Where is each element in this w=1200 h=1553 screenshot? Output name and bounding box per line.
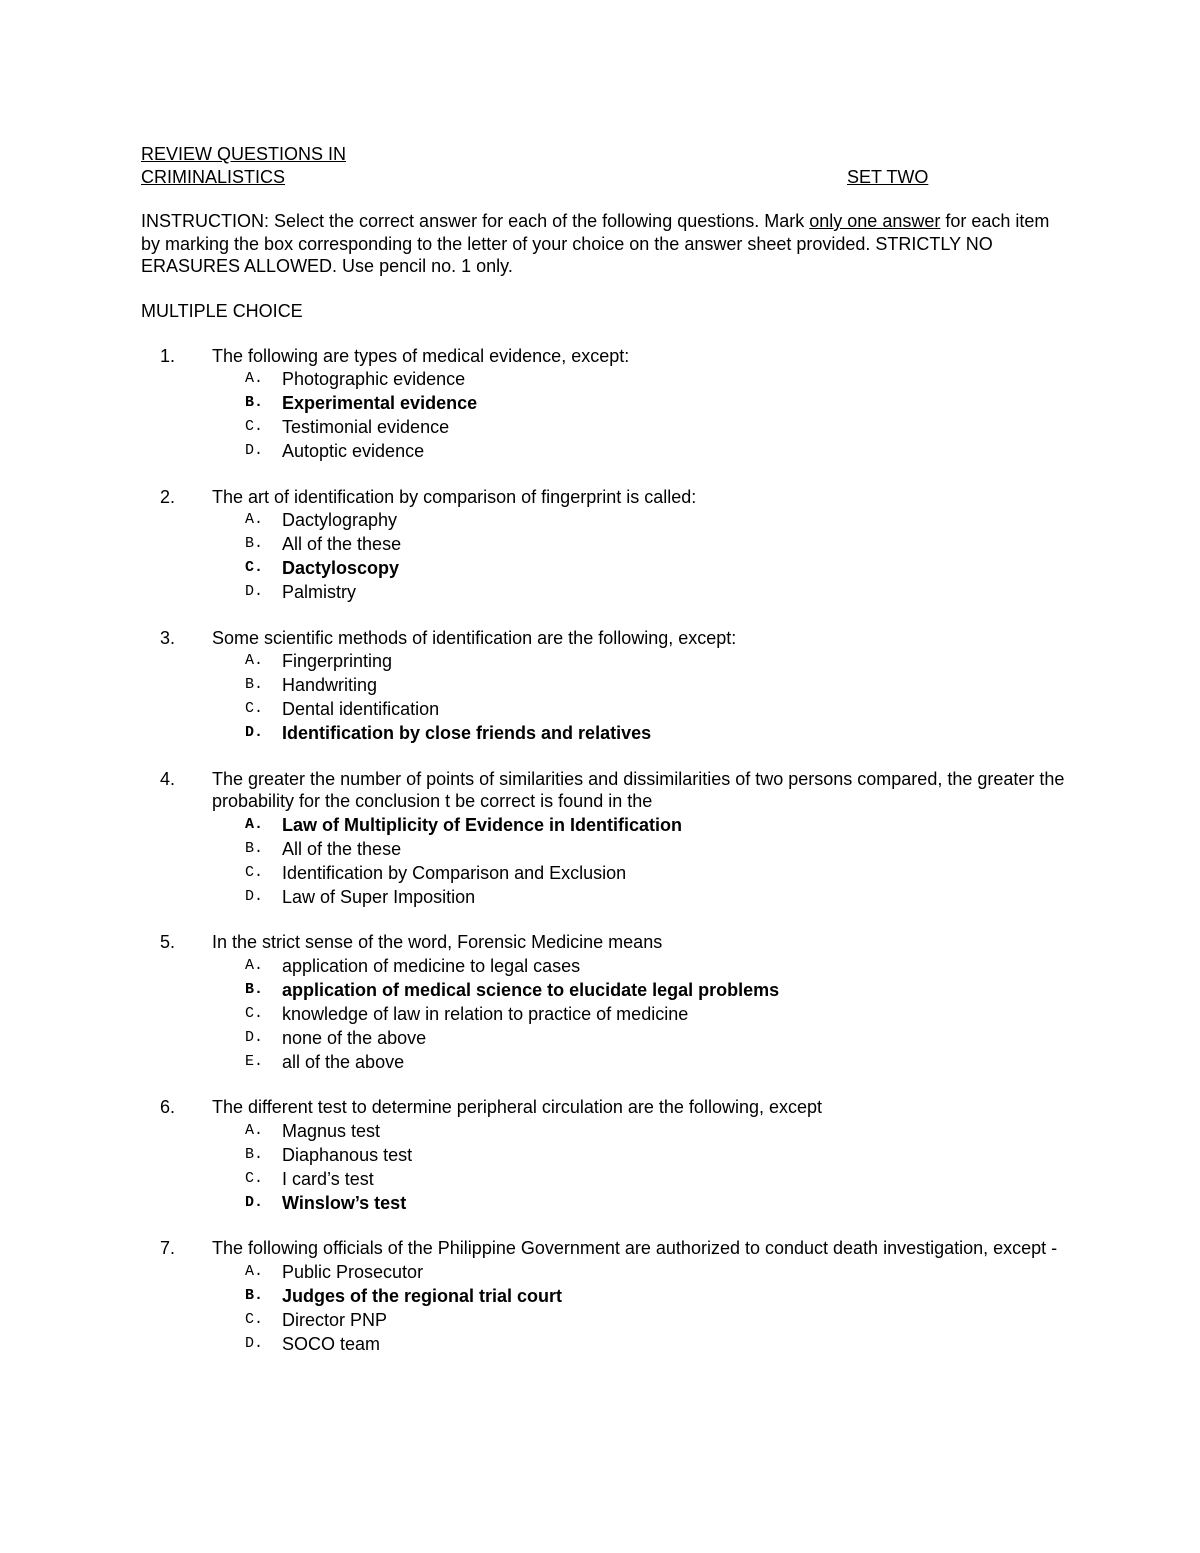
choice-text: Dactylography bbox=[282, 510, 398, 530]
choice-letter: C. bbox=[245, 559, 264, 576]
choice-text: Experimental evidence bbox=[282, 393, 478, 413]
choice-text: Identification by close friends and relatives bbox=[282, 723, 652, 743]
choice-text: Law of Multiplicity of Evidence in Identification bbox=[282, 814, 683, 835]
choice-text: Law of Super Imposition bbox=[282, 886, 476, 907]
choice-letter: D. bbox=[245, 1334, 264, 1352]
question-number: 4. bbox=[160, 768, 176, 789]
question-stem: The art of identification by comparison of fingerprint is called: bbox=[212, 486, 697, 507]
choice-text: application of medical science to elucidate legal problems bbox=[282, 979, 780, 1000]
choice-letter: A. bbox=[245, 1262, 264, 1280]
choice-letter: B. bbox=[245, 676, 264, 693]
choice-item bbox=[141, 1260, 1081, 1284]
choice-text: Autoptic evidence bbox=[282, 441, 425, 461]
choice-letter: E. bbox=[245, 1052, 264, 1070]
choice-item bbox=[141, 1332, 1081, 1356]
question-stem: The following officials of the Philippine Government are authorized to conduct death investigation, except - bbox=[212, 1238, 1058, 1258]
choice-item bbox=[141, 649, 1081, 673]
question-number: 5. bbox=[160, 932, 176, 952]
choice-item-correct bbox=[141, 1191, 1081, 1215]
choice-item-correct bbox=[141, 978, 1081, 1002]
choice-item bbox=[141, 861, 1081, 885]
choice-item bbox=[141, 439, 1081, 463]
choice-letter: D. bbox=[245, 1028, 264, 1046]
instruction-paragraph bbox=[141, 210, 1066, 278]
choice-text: Identification by Comparison and Exclusion bbox=[282, 862, 627, 883]
choice-text: Testimonial evidence bbox=[282, 417, 450, 437]
instruction-text-start: INSTRUCTION: Select the correct answer for each of the following questions. Mark bbox=[141, 211, 810, 231]
choice-letter: C. bbox=[245, 1004, 264, 1022]
choice-item bbox=[141, 415, 1081, 439]
choice-item bbox=[141, 673, 1081, 697]
question-stem: The greater the number of points of similarities and dissimilarities of two persons compared, the greater the probability for the conclusion t be correct is found in the bbox=[212, 768, 1065, 811]
choice-text: Director PNP bbox=[282, 1309, 388, 1330]
choice-letter: D. bbox=[245, 724, 264, 741]
choice-text: Photographic evidence bbox=[282, 369, 466, 389]
choice-text: Judges of the regional trial court bbox=[282, 1285, 563, 1306]
question-stem: The following are types of medical evidence, except: bbox=[212, 345, 630, 366]
choice-text: application of medicine to legal cases bbox=[282, 955, 581, 976]
choice-item bbox=[141, 885, 1081, 909]
choice-item bbox=[141, 580, 1081, 604]
choice-item-correct bbox=[141, 721, 1081, 745]
choice-letter: C. bbox=[245, 1169, 264, 1187]
choice-text: knowledge of law in relation to practice of medicine bbox=[282, 1003, 689, 1024]
choice-letter: A. bbox=[245, 652, 264, 669]
question-1 bbox=[141, 345, 1081, 464]
question-number: 3. bbox=[160, 627, 176, 648]
instruction-underlined-text: only one answer bbox=[809, 211, 941, 231]
choice-letter: A. bbox=[245, 815, 264, 833]
choice-item bbox=[141, 1308, 1081, 1332]
choice-letter: A. bbox=[245, 956, 264, 974]
choice-text: Diaphanous test bbox=[282, 1144, 413, 1165]
choice-letter: A. bbox=[245, 370, 264, 387]
question-number: 2. bbox=[160, 486, 176, 507]
choice-item bbox=[141, 1050, 1081, 1074]
question-number: 7. bbox=[160, 1238, 176, 1258]
choice-item bbox=[141, 1026, 1081, 1050]
choice-item bbox=[141, 697, 1081, 721]
choice-item bbox=[141, 1167, 1081, 1191]
choice-text: Handwriting bbox=[282, 675, 378, 695]
choice-letter: C. bbox=[245, 1310, 264, 1328]
choice-letter: D. bbox=[245, 1193, 264, 1211]
question-4 bbox=[141, 768, 1081, 909]
choice-letter: B. bbox=[245, 394, 264, 411]
question-3 bbox=[141, 627, 1081, 746]
choice-letter: C. bbox=[245, 700, 264, 717]
question-5 bbox=[141, 931, 1081, 1074]
choice-letter: B. bbox=[245, 1145, 264, 1163]
choice-item bbox=[141, 532, 1081, 556]
choice-item-correct bbox=[141, 391, 1081, 415]
choice-letter: D. bbox=[245, 887, 264, 905]
choice-text: all of the above bbox=[282, 1051, 405, 1072]
choice-item bbox=[141, 508, 1081, 532]
document-page bbox=[141, 143, 1081, 1378]
choice-item-correct bbox=[141, 813, 1081, 837]
question-stem: The different test to determine peripheral circulation are the following, except bbox=[212, 1097, 823, 1117]
question-7 bbox=[141, 1237, 1081, 1356]
question-stem: Some scientific methods of identification are the following, except: bbox=[212, 627, 737, 648]
choice-letter: D. bbox=[245, 442, 264, 459]
choice-item bbox=[141, 954, 1081, 978]
choice-letter: B. bbox=[245, 1286, 264, 1304]
choice-letter: B. bbox=[245, 535, 264, 552]
choice-letter: A. bbox=[245, 511, 264, 528]
choice-letter: C. bbox=[245, 863, 264, 881]
question-number: 1. bbox=[160, 345, 176, 366]
choice-text: SOCO team bbox=[282, 1333, 381, 1354]
choice-text: Winslow’s test bbox=[282, 1192, 407, 1213]
choice-item bbox=[141, 367, 1081, 391]
choice-text: All of the these bbox=[282, 534, 402, 554]
title-row bbox=[141, 166, 1081, 189]
choice-item bbox=[141, 1119, 1081, 1143]
question-6 bbox=[141, 1096, 1081, 1215]
choice-letter: B. bbox=[245, 980, 264, 998]
set-label: SET TWO bbox=[847, 166, 929, 187]
instruction-text-end: for each item by marking the box corresponding to the letter of your choice on the answer sheet provided. STRICTLY NO ERASURES ALLOWED. Use pencil no. 1 only. bbox=[141, 211, 1050, 276]
choice-text: Palmistry bbox=[282, 582, 357, 602]
choice-letter: B. bbox=[245, 839, 264, 857]
choice-item bbox=[141, 837, 1081, 861]
choice-text: Fingerprinting bbox=[282, 651, 393, 671]
choice-text: Public Prosecutor bbox=[282, 1261, 424, 1282]
choice-text: I card’s test bbox=[282, 1168, 374, 1189]
choice-text: Dental identification bbox=[282, 699, 440, 719]
section-heading: MULTIPLE CHOICE bbox=[141, 300, 303, 321]
choice-item-correct bbox=[141, 1284, 1081, 1308]
choice-text: All of the these bbox=[282, 838, 402, 859]
choice-letter: A. bbox=[245, 1121, 264, 1139]
document-title-line1: REVIEW QUESTIONS IN bbox=[141, 144, 347, 164]
choice-text: Dactyloscopy bbox=[282, 558, 400, 578]
choice-letter: D. bbox=[245, 583, 264, 600]
question-number: 6. bbox=[160, 1097, 176, 1117]
question-list bbox=[141, 345, 1081, 1356]
choice-item-correct bbox=[141, 556, 1081, 580]
choice-letter: C. bbox=[245, 418, 264, 435]
choice-item bbox=[141, 1002, 1081, 1026]
choice-text: Magnus test bbox=[282, 1120, 381, 1141]
document-title-line2: CRIMINALISTICS bbox=[141, 166, 286, 187]
question-stem: In the strict sense of the word, Forensic Medicine means bbox=[212, 932, 663, 952]
choice-text: none of the above bbox=[282, 1027, 427, 1048]
question-2 bbox=[141, 486, 1081, 605]
choice-item bbox=[141, 1143, 1081, 1167]
